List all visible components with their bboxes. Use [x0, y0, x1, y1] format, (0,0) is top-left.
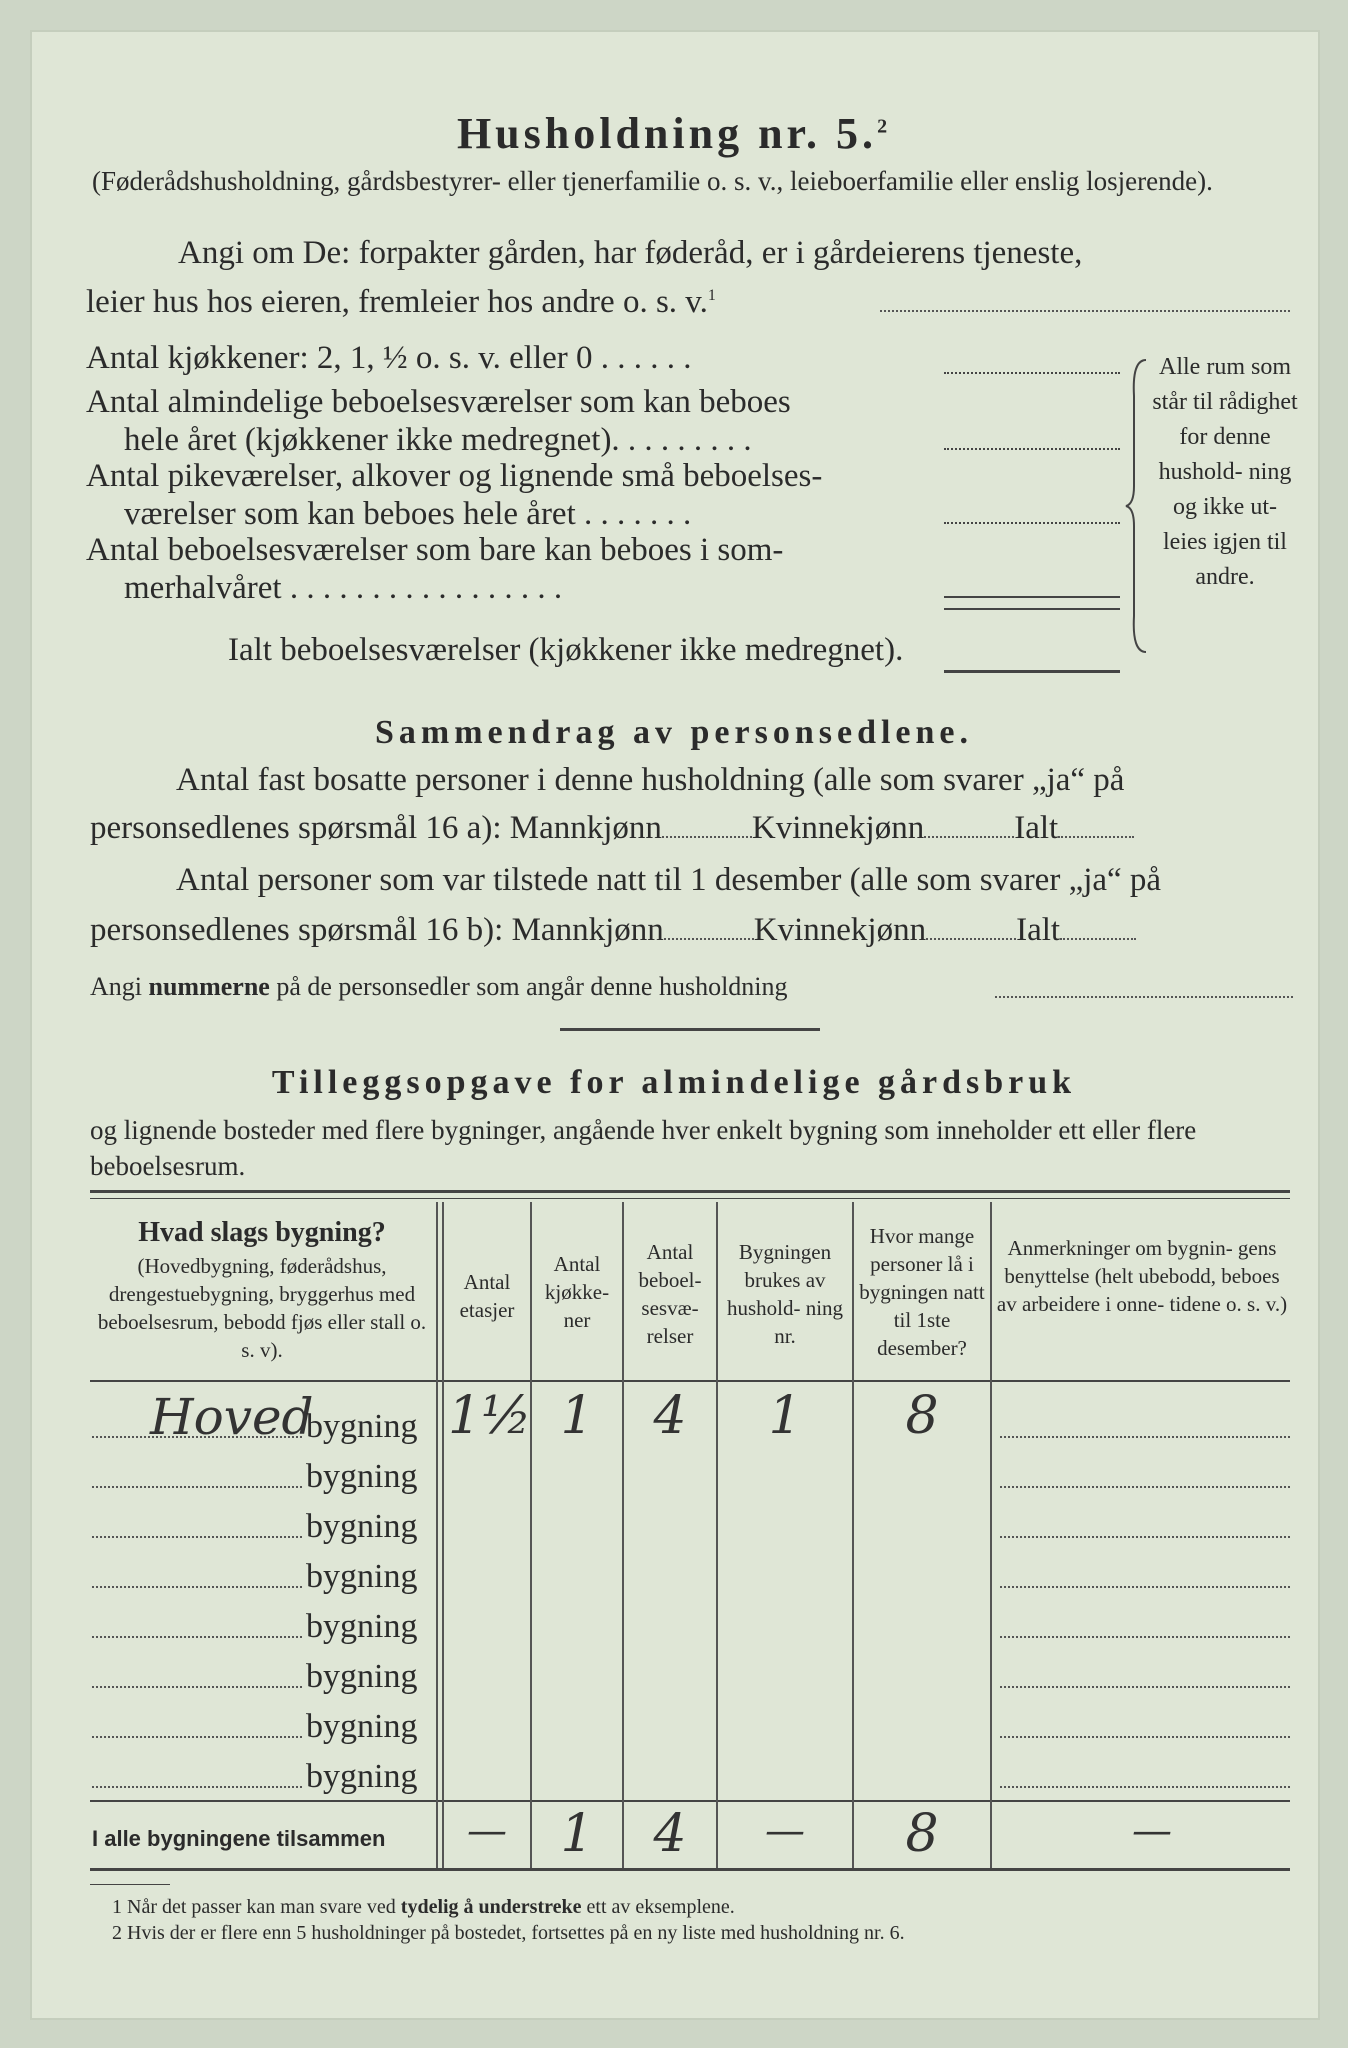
col-header-kitchens: Antal kjøkke- ner	[544, 1252, 610, 1332]
numbers-answer-line[interactable]	[995, 996, 1293, 998]
row1-used-by[interactable]: 1	[768, 1386, 802, 1446]
angi-line-2: leier hus hos eieren, fremleier hos andre o. s. v.$^1$	[86, 284, 716, 320]
answer-summer-2[interactable]	[944, 608, 1120, 610]
footnote-1: 1 Når det passer kan man svare ved tydelig å understreke ett av eksemplene.	[112, 1896, 735, 1918]
answer-kitchens[interactable]	[944, 372, 1120, 374]
row4-label: bygning	[306, 1558, 418, 1595]
rooms-total: Ialt beboelsesværelser (kjøkkener ikke medregnet).	[228, 632, 904, 668]
total-persons[interactable]: 8	[905, 1804, 939, 1864]
summary-heading: Sammendrag av personsedlene.	[374, 714, 974, 751]
table-top-rule	[90, 1190, 1290, 1193]
row1-label: bygning	[306, 1408, 418, 1445]
brace-note: Alle rum som står til rådighet for denne hushold- ning og ikke ut- leies igjen til andre.	[1152, 354, 1298, 590]
section-divider	[560, 1028, 820, 1031]
angi-line-1: Angi om De: forpakter gården, har føderåd, er i gårdeierens tjeneste,	[178, 235, 1083, 271]
rooms-kitchens: Antal kjøkkener: 2, 1, ½ o. s. v. eller 0 . . . . . .	[86, 340, 692, 376]
total-kitchens[interactable]: 1	[560, 1804, 594, 1864]
summary-line-1: Antal fast bosatte personer i denne husholdning (alle som svarer „ja“ på	[176, 762, 1125, 798]
rooms-ordinary: Antal almindelige beboelsesværelser som kan beboes	[86, 384, 791, 420]
col-header-used-by: Bygningen brukes av hushold- ning nr.	[726, 1240, 844, 1348]
rooms-summer-cont: merhalvåret . . . . . . . . . . . . . . . . .	[124, 570, 563, 606]
row8-label: bygning	[306, 1758, 418, 1795]
rooms-ordinary-cont: hele året (kjøkkener ikke medregnet). . . . . . . . .	[124, 422, 752, 458]
rooms-summer: Antal beboelsesværelser som bare kan beboes i som-	[86, 532, 784, 568]
row2-label: bygning	[306, 1458, 418, 1495]
answer-ordinary[interactable]	[944, 448, 1120, 450]
total-floors[interactable]: —	[467, 1808, 507, 1854]
col-header-rooms: Antal beboel- sesvæ- relser	[638, 1240, 702, 1348]
form-sheet	[30, 30, 1320, 2020]
rooms-maid-cont: værelser som kan beboes hele året . . . . . . .	[124, 496, 692, 532]
supplement-heading: Tilleggsopgave for almindelige gårdsbruk	[271, 1064, 1077, 1101]
row5-label: bygning	[306, 1608, 418, 1645]
title-subtext: (Føderådshusholdning, gårdsbestyrer- eller tjenerfamilie o. s. v., leieboerfamilie eller enslig losjerende).	[92, 166, 1213, 196]
table-header-rule	[90, 1380, 1290, 1382]
row7-label: bygning	[306, 1708, 418, 1745]
row3-label: bygning	[306, 1508, 418, 1545]
summary-numbers: Angi nummerne på de personsedler som angår denne husholdning	[90, 972, 788, 1001]
col-header-building: Hvad slags bygning? (Hovedbygning, føderådshus, drengestuebygning, bryggerhus med beboelsesrum, bebodd fjøs eller stall o. s. v).	[97, 1217, 427, 1362]
total-remarks[interactable]: —	[1132, 1808, 1172, 1854]
total-row-label: I alle bygningene tilsammen	[92, 1826, 386, 1851]
row1-kitchens[interactable]: 1	[560, 1386, 594, 1446]
rooms-maid: Antal pikeværelser, alkover og lignende små beboelses-	[86, 458, 823, 494]
col-header-persons: Hvor mange personer lå i bygningen natt til 1ste desember?	[859, 1224, 985, 1360]
answer-maid[interactable]	[944, 522, 1120, 524]
table-bottom-rule	[90, 1868, 1290, 1871]
footnote-2: 2 Hvis der er flere enn 5 husholdninger på bostedet, fortsettes på en ny liste med husholdning nr. 6.	[112, 1922, 905, 1944]
angi-answer-line[interactable]	[880, 310, 1290, 312]
summary-line-4: personsedlenes spørsmål 16 b): Mannkjønn Kvinnekjønn Ialt	[90, 912, 1136, 949]
form-title: Husholdning nr. 5.$^2$	[456, 109, 892, 158]
row6-label: bygning	[306, 1658, 418, 1695]
row1-building-type[interactable]: Hoved	[150, 1388, 314, 1446]
total-rooms[interactable]: 4	[653, 1804, 687, 1864]
row1-persons[interactable]: 8	[905, 1386, 939, 1446]
answer-summer-1[interactable]	[944, 596, 1120, 598]
answer-total[interactable]	[944, 670, 1120, 673]
total-used-by[interactable]: —	[765, 1808, 805, 1854]
table-top-rule-2	[90, 1198, 1290, 1199]
supplement-subtext: og lignende bosteder med flere bygninger, angående hver enkelt bygning som inneholder ett eller flere beboelsesrum.	[90, 1115, 1197, 1181]
row1-rooms[interactable]: 4	[653, 1386, 687, 1446]
table-total-rule	[90, 1800, 1290, 1802]
col-header-floors: Antal etasjer	[459, 1270, 515, 1322]
summary-line-2: personsedlenes spørsmål 16 a): Mannkjønn Kvinnekjønn Ialt	[90, 810, 1134, 847]
row1-floors[interactable]: 1½	[448, 1386, 532, 1446]
col-header-remarks: Anmerkninger om bygnin- gens benyttelse (helt ubebodd, beboes av arbeidere i onne- tidene o. s. v.)	[996, 1236, 1288, 1316]
summary-line-3: Antal personer som var tilstede natt til 1 desember (alle som svarer „ja“ på	[176, 862, 1162, 898]
